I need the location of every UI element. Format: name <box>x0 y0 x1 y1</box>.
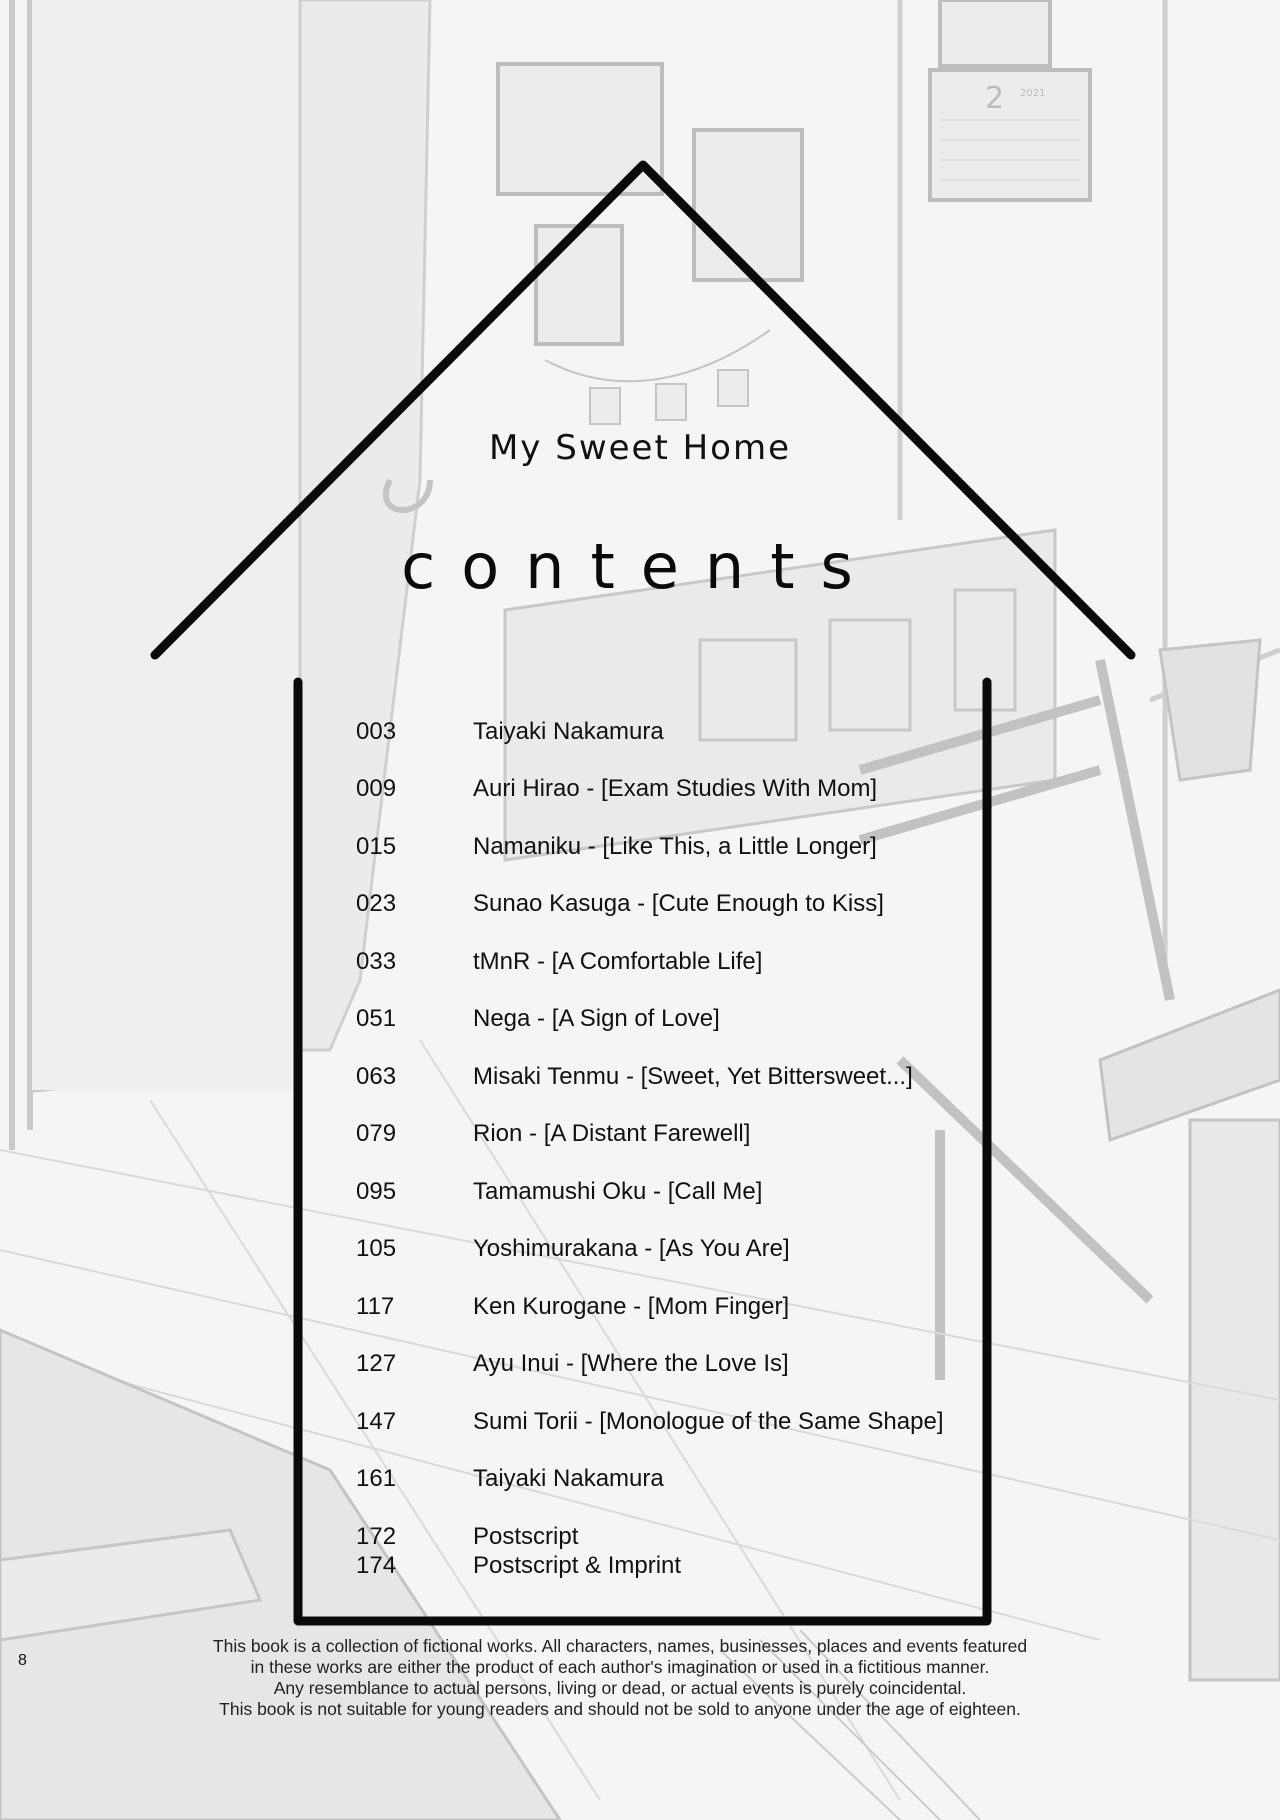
toc-title: Auri Hirao - [Exam Studies With Mom] <box>473 775 878 802</box>
toc-title: Sumi Torii - [Monologue of the Same Shape] <box>473 1408 944 1435</box>
toc-page-number: 051 <box>356 1005 397 1032</box>
disclaimer-line: This book is not suitable for young readers and should not be sold to anyone under the age of eighteen. <box>219 1699 1021 1719</box>
disclaimer-line: This book is a collection of fictional works. All characters, names, businesses, places and events featured <box>212 1636 1028 1656</box>
toc-page-number: 127 <box>356 1350 397 1377</box>
disclaimer-line: Any resemblance to actual persons, living or dead, or actual events is purely coincidental. <box>273 1678 967 1698</box>
toc-title: Namaniku - [Like This, a Little Longer] <box>473 833 877 860</box>
toc-title: Sunao Kasuga - [Cute Enough to Kiss] <box>473 890 884 917</box>
toc-page-number: 117 <box>356 1293 395 1320</box>
toc-page-number: 095 <box>356 1178 397 1205</box>
disclaimer <box>150 1636 1090 1720</box>
toc-page-number: 161 <box>356 1465 397 1492</box>
toc-title: Postscript & Imprint <box>473 1552 682 1579</box>
toc-page-number: 147 <box>356 1408 397 1435</box>
page-number: 8 <box>18 1652 27 1669</box>
toc-page-number: 009 <box>356 775 397 802</box>
toc-page-number: 003 <box>356 718 397 745</box>
toc-page-number: 105 <box>356 1235 397 1262</box>
book-title: My Sweet Home <box>488 428 792 468</box>
toc-page-number: 063 <box>356 1063 397 1090</box>
toc-page-number: 023 <box>356 890 397 917</box>
calendar-month: 2 <box>985 81 1005 116</box>
toc-title: Taiyaki Nakamura <box>473 1465 664 1492</box>
toc-title: Misaki Tenmu - [Sweet, Yet Bittersweet...] <box>473 1063 913 1090</box>
calendar-year: 2021 <box>1020 88 1046 99</box>
toc-title: Ken Kurogane - [Mom Finger] <box>473 1293 790 1320</box>
toc-title: Taiyaki Nakamura <box>473 718 664 745</box>
disclaimer-line: in these works are either the product of each author's imagination or used in a fictitious manner. <box>250 1657 990 1677</box>
toc-title: Nega - [A Sign of Love] <box>473 1005 720 1032</box>
toc-page-number: 079 <box>356 1120 397 1147</box>
toc-page-number: 172 <box>356 1523 397 1550</box>
toc-page-number: 174 <box>356 1552 397 1579</box>
toc-page-number: 015 <box>356 833 397 860</box>
toc-title: Tamamushi Oku - [Call Me] <box>473 1178 763 1205</box>
toc-title: Postscript <box>473 1523 579 1550</box>
toc-title: tMnR - [A Comfortable Life] <box>473 948 763 975</box>
toc-title: Ayu Inui - [Where the Love Is] <box>473 1350 789 1377</box>
toc-title: Rion - [A Distant Farewell] <box>473 1120 751 1147</box>
contents-heading: contents <box>401 530 879 603</box>
toc-title: Yoshimurakana - [As You Are] <box>473 1235 790 1262</box>
toc-page-number: 033 <box>356 948 397 975</box>
